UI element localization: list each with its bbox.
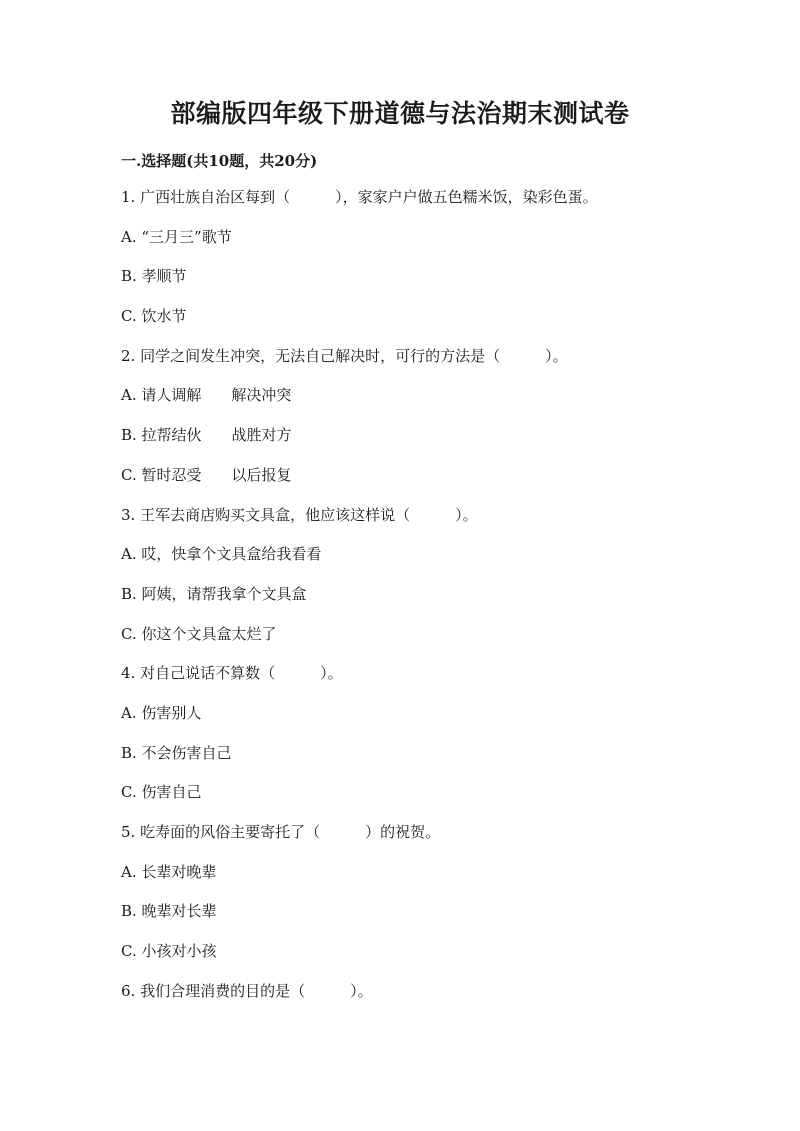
section-heading: 一.选择题(共10题，共20分) [121,152,318,170]
question-4-option-a: A. 伤害别人 [121,703,202,722]
question-4-stem: 4. 对自己说话不算数（ ）。 [121,664,343,683]
question-6-stem: 6. 我们合理消费的目的是（ ）。 [121,981,373,1000]
question-2-option-c: C. 暂时忍受 以后报复 [121,465,292,484]
question-1-stem: 1. 广西壮族自治区每到（ ），家家户户做五色糯米饭，染彩色蛋。 [121,188,598,206]
question-5-option-a: A. 长辈对晚辈 [121,862,217,881]
question-1-option-c: C. 饮水节 [121,307,187,326]
question-4-option-b: B. 不会伤害自己 [121,743,232,762]
question-5-option-b: B. 晚辈对长辈 [121,902,217,921]
question-list [121,188,721,1021]
question-1-option-a: A. “三月三”歌节 [121,227,232,246]
question-4-option-c: C. 伤害自己 [121,783,202,802]
exam-title: 部编版四年级下册道德与法治期末测试卷 [170,99,630,128]
question-3-stem: 3. 王军去商店购买文具盒，他应该这样说（ ）。 [121,505,478,524]
question-2-option-b: B. 拉帮结伙 战胜对方 [121,426,292,445]
question-3-option-b: B. 阿姨，请帮我拿个文具盒 [121,584,307,603]
question-2-stem: 2. 同学之间发生冲突，无法自己解决时，可行的方法是（ ）。 [121,346,568,365]
question-3-option-a: A. 哎，快拿个文具盒给我看看 [121,545,322,564]
question-5-option-c: C. 小孩对小孩 [121,942,217,961]
question-5-stem: 5. 吃寿面的风俗主要寄托了（ ）的祝贺。 [121,823,441,841]
question-2-option-a: A. 请人调解 解决冲突 [121,386,292,405]
question-1-option-b: B. 孝顺节 [121,267,187,286]
question-3-option-c: C. 你这个文具盒太烂了 [121,624,277,643]
